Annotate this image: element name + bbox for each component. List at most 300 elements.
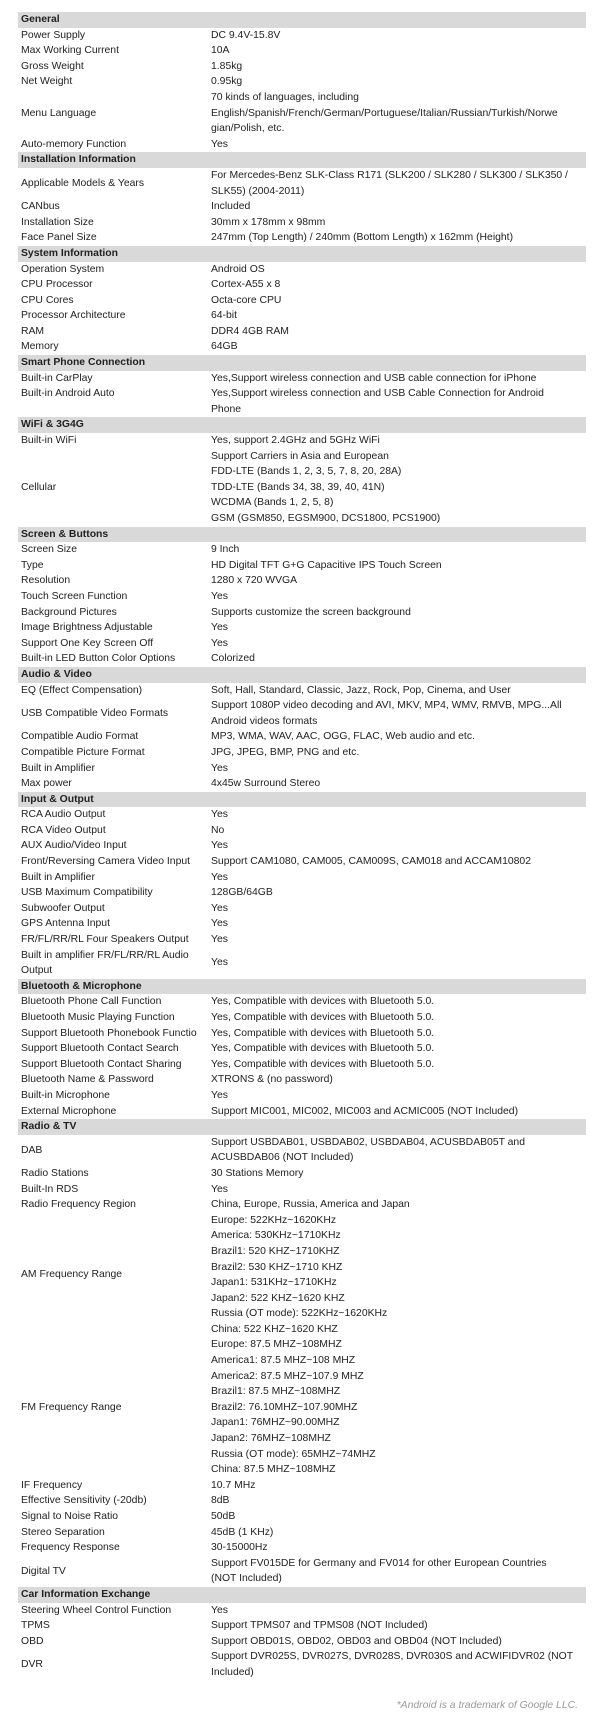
spec-value — [211, 1166, 586, 1182]
spec-label: AUX Audio/Video Input — [21, 840, 127, 852]
spec-row — [18, 1026, 586, 1042]
spec-row — [18, 542, 586, 558]
spec-section — [18, 527, 586, 667]
spec-value-line: 247mm (Top Length) / 240mm (Bottom Length) x 162mm (Height) — [211, 232, 514, 244]
spec-value-line: GSM (GSM850, EGSM900, DCS1800, PCS1900) — [211, 513, 441, 524]
spec-row — [18, 1509, 586, 1525]
spec-row — [18, 1478, 586, 1494]
spec-label: RAM — [21, 325, 45, 337]
spec-row — [18, 1213, 586, 1338]
spec-row — [18, 308, 586, 324]
spec-value — [211, 761, 586, 777]
spec-value — [211, 1478, 586, 1494]
spec-section — [18, 1587, 586, 1681]
spec-value — [211, 1088, 586, 1104]
spec-value — [211, 838, 586, 854]
spec-value-line: Yes — [211, 840, 228, 852]
spec-value — [211, 137, 586, 153]
spec-label: AM Frequency Range — [21, 1269, 123, 1281]
spec-value-line: (NOT Included) — [211, 1573, 282, 1585]
spec-value-line: XTRONS & (no password) — [211, 1074, 333, 1086]
spec-label: Operation System — [21, 263, 105, 275]
spec-value-line: Yes — [211, 918, 228, 930]
spec-label: Net Weight — [21, 76, 73, 88]
spec-label: Installation Size — [21, 216, 94, 228]
spec-label: Radio Frequency Region — [21, 1199, 136, 1211]
spec-value — [211, 651, 586, 667]
spec-value — [211, 1618, 586, 1634]
spec-value-line: America2: 87.5 MHZ~107.9 MHZ — [211, 1370, 364, 1382]
spec-label: Built-in WiFi — [21, 435, 77, 447]
spec-row — [18, 683, 586, 699]
spec-value-line: Yes — [211, 934, 228, 946]
spec-row — [18, 1493, 586, 1509]
spec-row — [18, 433, 586, 449]
spec-value-line: Support OBD01S, OBD02, OBD03 and OBD04 (NOT Included) — [211, 1635, 502, 1647]
spec-value-line: China: 522 KHZ~1620 KHZ — [211, 1323, 338, 1335]
spec-value-line: Brazil1: 520 KHZ~1710KHZ — [211, 1245, 340, 1257]
spec-label-line: Output — [21, 965, 53, 977]
spec-row — [18, 589, 586, 605]
spec-value-line: SLK55) (2004-2011) — [211, 185, 305, 197]
spec-value — [211, 449, 586, 527]
spec-value-line: 64-bit — [211, 310, 237, 322]
spec-value-line: Yes,Support wireless connection and USB Cable Connection for Android — [211, 388, 544, 400]
spec-label: USB Maximum Compatibility — [21, 887, 153, 899]
spec-value — [211, 215, 586, 231]
spec-label-line: Built in amplifier FR/FL/RR/RL Audio — [21, 949, 189, 961]
spec-label: External Microphone — [21, 1105, 117, 1117]
spec-value — [211, 636, 586, 652]
spec-section — [18, 246, 586, 355]
spec-section — [18, 12, 586, 152]
spec-value — [211, 901, 586, 917]
spec-label: Face Panel Size — [21, 232, 97, 244]
spec-value — [211, 729, 586, 745]
spec-row — [18, 1088, 586, 1104]
spec-label: Compatible Picture Format — [21, 746, 145, 758]
spec-value — [211, 994, 586, 1010]
spec-value — [211, 573, 586, 589]
spec-section — [18, 152, 586, 246]
spec-value-line: Yes — [211, 637, 228, 649]
spec-value-line: Brazil2: 76.10MHZ~107.90MHZ — [211, 1401, 358, 1413]
spec-value — [211, 1026, 586, 1042]
spec-value-line: Yes — [211, 138, 228, 150]
spec-value-line: Yes, Compatible with devices with Bluetooth 5.0. — [211, 996, 435, 1008]
spec-label: Applicable Models & Years — [21, 177, 145, 189]
spec-value-line: 64GB — [211, 341, 238, 353]
spec-row — [18, 1041, 586, 1057]
spec-label: Image Brightness Adjustable — [21, 622, 153, 634]
spec-row — [18, 1556, 586, 1587]
spec-row — [18, 1603, 586, 1619]
spec-value-line: DDR4 4GB RAM — [211, 325, 289, 337]
spec-value — [211, 932, 586, 948]
spec-value-line: 10A — [211, 45, 230, 57]
section-header: Smart Phone Connection — [18, 355, 586, 371]
spec-row — [18, 371, 586, 387]
spec-row — [18, 137, 586, 153]
section-header: Radio & TV — [18, 1119, 586, 1135]
spec-value-line: 70 kinds of languages, including — [211, 91, 359, 103]
spec-label: RCA Audio Output — [21, 809, 106, 821]
spec-label: Steering Wheel Control Function — [21, 1604, 172, 1616]
spec-value-line: Phone — [211, 403, 242, 415]
spec-section — [18, 667, 586, 792]
spec-label: DVR — [21, 1659, 43, 1671]
spec-label: Processor Architecture — [21, 310, 126, 322]
spec-value — [211, 1634, 586, 1650]
spec-value — [211, 1135, 586, 1166]
section-header: Bluetooth & Microphone — [18, 979, 586, 995]
spec-value-line: Soft, Hall, Standard, Classic, Jazz, Rock, Pop, Cinema, and User — [211, 684, 511, 696]
spec-value — [211, 620, 586, 636]
spec-value-line: Yes, Compatible with devices with Bluetooth 5.0. — [211, 1012, 435, 1023]
spec-row — [18, 1182, 586, 1198]
spec-label: RCA Video Output — [21, 824, 106, 836]
spec-label: Support Bluetooth Phonebook Functio — [21, 1027, 197, 1039]
spec-row — [18, 1135, 586, 1166]
spec-label: GPS Antenna Input — [21, 918, 110, 930]
spec-value-line: No — [211, 824, 225, 836]
spec-value-line: Support TPMS07 and TPMS08 (NOT Included) — [211, 1620, 428, 1632]
spec-row — [18, 620, 586, 636]
spec-value-line: Supports customize the screen background — [211, 606, 411, 618]
spec-value-line: gian/Polish, etc. — [211, 123, 285, 135]
spec-row — [18, 885, 586, 901]
spec-value-line: Europe: 87.5 MHZ~108MHZ — [211, 1339, 342, 1351]
spec-row — [18, 449, 586, 527]
spec-label: Auto-memory Function — [21, 138, 127, 150]
spec-value — [211, 745, 586, 761]
spec-label: Frequency Response — [21, 1542, 120, 1554]
spec-value-line: China: 87.5 MHZ~108MHZ — [211, 1464, 336, 1476]
spec-value-line: Yes — [211, 590, 228, 602]
spec-value — [211, 542, 586, 558]
spec-value-line: 1280 x 720 WVGA — [211, 575, 298, 587]
spec-value-line: Yes — [211, 622, 228, 634]
spec-value-line: MP3, WMA, WAV, AAC, OGG, FLAC, Web audio and etc. — [211, 731, 475, 743]
spec-value-line: Russia (OT mode): 522KHz~1620KHz — [211, 1308, 388, 1320]
spec-row — [18, 838, 586, 854]
spec-value-line: Android videos formats — [211, 715, 318, 727]
spec-value-line: For Mercedes-Benz SLK-Class R171 (SLK200 / SLK280 / SLK300 / SLK350 / — [211, 169, 568, 181]
spec-value-line: Yes — [211, 902, 228, 914]
spec-value-line: 50dB — [211, 1511, 236, 1522]
spec-value-line: China, Europe, Russia, America and Japan — [211, 1199, 410, 1211]
spec-value-line: Yes — [211, 957, 228, 969]
spec-row — [18, 324, 586, 340]
spec-value — [211, 558, 586, 574]
spec-row — [18, 761, 586, 777]
spec-label: Bluetooth Phone Call Function — [21, 996, 162, 1008]
spec-row — [18, 28, 586, 44]
spec-row — [18, 854, 586, 870]
spec-value-line: TDD-LTE (Bands 34, 38, 39, 40, 41N) — [211, 481, 385, 493]
spec-row — [18, 199, 586, 215]
spec-row — [18, 1057, 586, 1073]
spec-label: DAB — [21, 1144, 43, 1156]
spec-row — [18, 1525, 586, 1541]
spec-section — [18, 1119, 586, 1587]
spec-label: CPU Cores — [21, 294, 74, 306]
spec-value — [211, 1182, 586, 1198]
spec-value-line: Yes — [211, 1604, 228, 1616]
spec-value-line: Japan1: 76MHZ~90.00MHZ — [211, 1417, 340, 1429]
spec-value-line: ACUSBDAB06 (NOT Included) — [211, 1152, 354, 1164]
spec-value-line: 0.95kg — [211, 76, 243, 88]
spec-value-line: Yes — [211, 1183, 228, 1195]
spec-value — [211, 1197, 586, 1213]
spec-row — [18, 558, 586, 574]
spec-label: Support Bluetooth Contact Sharing — [21, 1058, 182, 1070]
spec-row — [18, 870, 586, 886]
section-header: General — [18, 12, 586, 28]
spec-value-line: Yes,Support wireless connection and USB cable connection for iPhone — [211, 372, 537, 384]
spec-value-line: JPG, JPEG, BMP, PNG and etc. — [211, 746, 360, 758]
spec-value-line: Support DVR025S, DVR027S, DVR028S, DVR030S and ACWIFIDVR02 (NOT — [211, 1651, 574, 1663]
spec-row — [18, 230, 586, 246]
spec-value-line: 30 Stations Memory — [211, 1167, 304, 1179]
spec-value — [211, 1104, 586, 1120]
spec-section — [18, 792, 586, 979]
spec-label: Radio Stations — [21, 1167, 89, 1179]
spec-value — [211, 823, 586, 839]
spec-row — [18, 277, 586, 293]
spec-value — [211, 1556, 586, 1587]
spec-label: Effective Sensitivity (-20db) — [21, 1495, 147, 1507]
spec-row — [18, 636, 586, 652]
spec-section — [18, 417, 586, 526]
spec-value — [211, 955, 586, 971]
section-header: Car Information Exchange — [18, 1587, 586, 1603]
spec-value-line: FDD-LTE (Bands 1, 2, 3, 5, 7, 8, 20, 28A) — [211, 466, 402, 478]
spec-value — [211, 1057, 586, 1073]
spec-label: Resolution — [21, 575, 71, 587]
spec-value — [211, 324, 586, 340]
spec-label: IF Frequency — [21, 1479, 83, 1491]
spec-row — [18, 901, 586, 917]
spec-row — [18, 823, 586, 839]
section-header: WiFi & 3G4G — [18, 417, 586, 433]
spec-value-line: Yes, Compatible with devices with Bluetooth 5.0. — [211, 1027, 435, 1039]
spec-value — [211, 854, 586, 870]
spec-value-line: 128GB/64GB — [211, 887, 273, 899]
spec-row — [18, 932, 586, 948]
spec-value — [211, 43, 586, 59]
spec-value-line: 9 Inch — [211, 544, 240, 556]
spec-value — [211, 168, 586, 199]
spec-value-line: Japan2: 76MHZ~108MHZ — [211, 1433, 331, 1445]
spec-row — [18, 215, 586, 231]
spec-label: Gross Weight — [21, 60, 84, 72]
spec-value — [211, 1041, 586, 1057]
spec-row — [18, 745, 586, 761]
spec-row — [18, 651, 586, 667]
spec-row — [18, 776, 586, 792]
spec-row — [18, 1104, 586, 1120]
spec-value-line: 45dB (1 KHz) — [211, 1526, 274, 1538]
spec-value — [211, 371, 586, 387]
spec-value — [211, 698, 586, 729]
spec-label: Stereo Separation — [21, 1526, 105, 1538]
spec-label: Power Supply — [21, 29, 86, 41]
spec-value — [211, 293, 586, 309]
spec-label: Support Bluetooth Contact Search — [21, 1043, 179, 1055]
spec-value-line: Brazil1: 87.5 MHZ~108MHZ — [211, 1386, 341, 1398]
spec-label: Memory — [21, 341, 59, 353]
spec-label: CANbus — [21, 201, 60, 213]
spec-value-line: Included — [211, 201, 251, 213]
spec-label: Built-in CarPlay — [21, 372, 93, 384]
spec-value — [211, 199, 586, 215]
spec-row — [18, 1618, 586, 1634]
spec-value — [211, 776, 586, 792]
section-header: Installation Information — [18, 152, 586, 168]
spec-row — [18, 1072, 586, 1088]
spec-value-line: Yes, Compatible with devices with Bluetooth 5.0. — [211, 1043, 435, 1055]
spec-label: Built in Amplifier — [21, 762, 95, 774]
spec-value-line: Support MIC001, MIC002, MIC003 and ACMIC005 (NOT Included) — [211, 1105, 519, 1117]
spec-value-line: Yes, support 2.4GHz and 5GHz WiFi — [211, 435, 380, 447]
spec-value — [211, 1649, 586, 1680]
spec-value-line: HD Digital TFT G+G Capacitive IPS Touch Screen — [211, 559, 442, 571]
spec-value-line: Yes — [211, 762, 228, 774]
spec-row — [18, 948, 586, 979]
spec-label: Built in Amplifier — [21, 871, 95, 883]
spec-value — [211, 1072, 586, 1088]
spec-value — [211, 1540, 586, 1556]
spec-row — [18, 74, 586, 90]
spec-row — [18, 90, 586, 137]
spec-value — [211, 1509, 586, 1525]
spec-label: Built-in LED Button Color Options — [21, 653, 176, 665]
spec-row — [18, 1337, 586, 1477]
spec-value-line: America: 530KHz~1710KHz — [211, 1230, 341, 1242]
spec-sheet — [18, 12, 586, 1681]
spec-label: TPMS — [21, 1620, 50, 1632]
spec-value-line: Cortex-A55 x 8 — [211, 279, 281, 291]
spec-value — [211, 262, 586, 278]
spec-label: Max power — [21, 778, 72, 790]
spec-label: Touch Screen Function — [21, 590, 128, 602]
spec-label: Built-in Android Auto — [21, 388, 115, 400]
spec-label: Digital TV — [21, 1565, 66, 1577]
spec-row — [18, 1649, 586, 1680]
spec-value-line: Android OS — [211, 263, 265, 275]
spec-label: EQ (Effect Compensation) — [21, 684, 143, 696]
spec-value — [211, 589, 586, 605]
spec-label: FR/FL/RR/RL Four Speakers Output — [21, 934, 189, 946]
spec-label: OBD — [21, 1635, 44, 1647]
spec-row — [18, 386, 586, 417]
spec-value-line: Included) — [211, 1666, 254, 1678]
spec-label — [18, 948, 211, 979]
spec-label: Cellular — [21, 481, 57, 493]
spec-label: USB Compatible Video Formats — [21, 707, 169, 719]
spec-value-line: Russia (OT mode): 65MHZ~74MHZ — [211, 1448, 376, 1460]
spec-label: Built-in Microphone — [21, 1089, 110, 1101]
spec-value — [211, 308, 586, 324]
spec-value — [211, 683, 586, 699]
spec-label: Max Working Current — [21, 45, 119, 57]
spec-value-line: Support Carriers in Asia and European — [211, 450, 389, 462]
spec-value — [211, 74, 586, 90]
spec-value — [211, 885, 586, 901]
spec-value — [211, 916, 586, 932]
spec-label: Menu Language — [21, 107, 97, 119]
spec-row — [18, 916, 586, 932]
spec-value-line: Yes, Compatible with devices with Bluetooth 5.0. — [211, 1058, 435, 1070]
spec-label: Screen Size — [21, 544, 78, 556]
spec-row — [18, 293, 586, 309]
spec-label: Bluetooth Name & Password — [21, 1074, 154, 1086]
section-header: Input & Output — [18, 792, 586, 808]
spec-value — [211, 1213, 586, 1338]
spec-row — [18, 994, 586, 1010]
spec-label: Type — [21, 559, 44, 571]
spec-label: Background Pictures — [21, 606, 117, 618]
spec-value-line: 30mm x 178mm x 98mm — [211, 216, 326, 228]
spec-value-line: 1.85kg — [211, 60, 243, 72]
spec-label: CPU Processor — [21, 279, 93, 291]
spec-label: FM Frequency Range — [21, 1401, 122, 1413]
spec-row — [18, 1197, 586, 1213]
spec-value — [211, 386, 586, 417]
spec-value-line: Support 1080P video decoding and AVI, MKV, MP4, WMV, RMVB, MPG...All — [211, 700, 562, 712]
spec-row — [18, 1634, 586, 1650]
spec-row — [18, 1166, 586, 1182]
spec-label: Subwoofer Output — [21, 902, 105, 914]
section-header: Audio & Video — [18, 667, 586, 683]
spec-label: Bluetooth Music Playing Function — [21, 1012, 175, 1023]
spec-value-line: Colorized — [211, 653, 255, 665]
spec-value — [211, 433, 586, 449]
spec-section — [18, 355, 586, 417]
spec-value — [211, 1337, 586, 1477]
spec-value — [211, 1603, 586, 1619]
spec-row — [18, 698, 586, 729]
spec-row — [18, 1010, 586, 1026]
section-header: Screen & Buttons — [18, 527, 586, 543]
spec-row — [18, 339, 586, 355]
spec-value — [211, 28, 586, 44]
spec-value-line: Support USBDAB01, USBDAB02, USBDAB04, ACUSBDAB05T and — [211, 1136, 525, 1148]
spec-value-line: Support CAM1080, CAM005, CAM009S, CAM018 and ACCAM10802 — [211, 856, 531, 868]
spec-row — [18, 168, 586, 199]
spec-value-line: 30-15000Hz — [211, 1542, 268, 1554]
spec-value-line: Support FV015DE for Germany and FV014 for other European Countries — [211, 1557, 547, 1569]
spec-value — [211, 1525, 586, 1541]
spec-value — [211, 339, 586, 355]
spec-row — [18, 262, 586, 278]
spec-value — [211, 605, 586, 621]
spec-row — [18, 43, 586, 59]
spec-value — [211, 59, 586, 75]
spec-label: Built-In RDS — [21, 1183, 79, 1195]
spec-value — [211, 230, 586, 246]
spec-value-line: 4x45w Surround Stereo — [211, 778, 321, 790]
spec-label: Compatible Audio Format — [21, 731, 139, 743]
spec-label: Support One Key Screen Off — [21, 637, 154, 649]
spec-value-line: WCDMA (Bands 1, 2, 5, 8) — [211, 497, 334, 509]
spec-value-line: Yes — [211, 809, 228, 821]
spec-value — [211, 870, 586, 886]
spec-row — [18, 729, 586, 745]
spec-value-line: 8dB — [211, 1495, 230, 1507]
spec-value — [211, 1010, 586, 1026]
